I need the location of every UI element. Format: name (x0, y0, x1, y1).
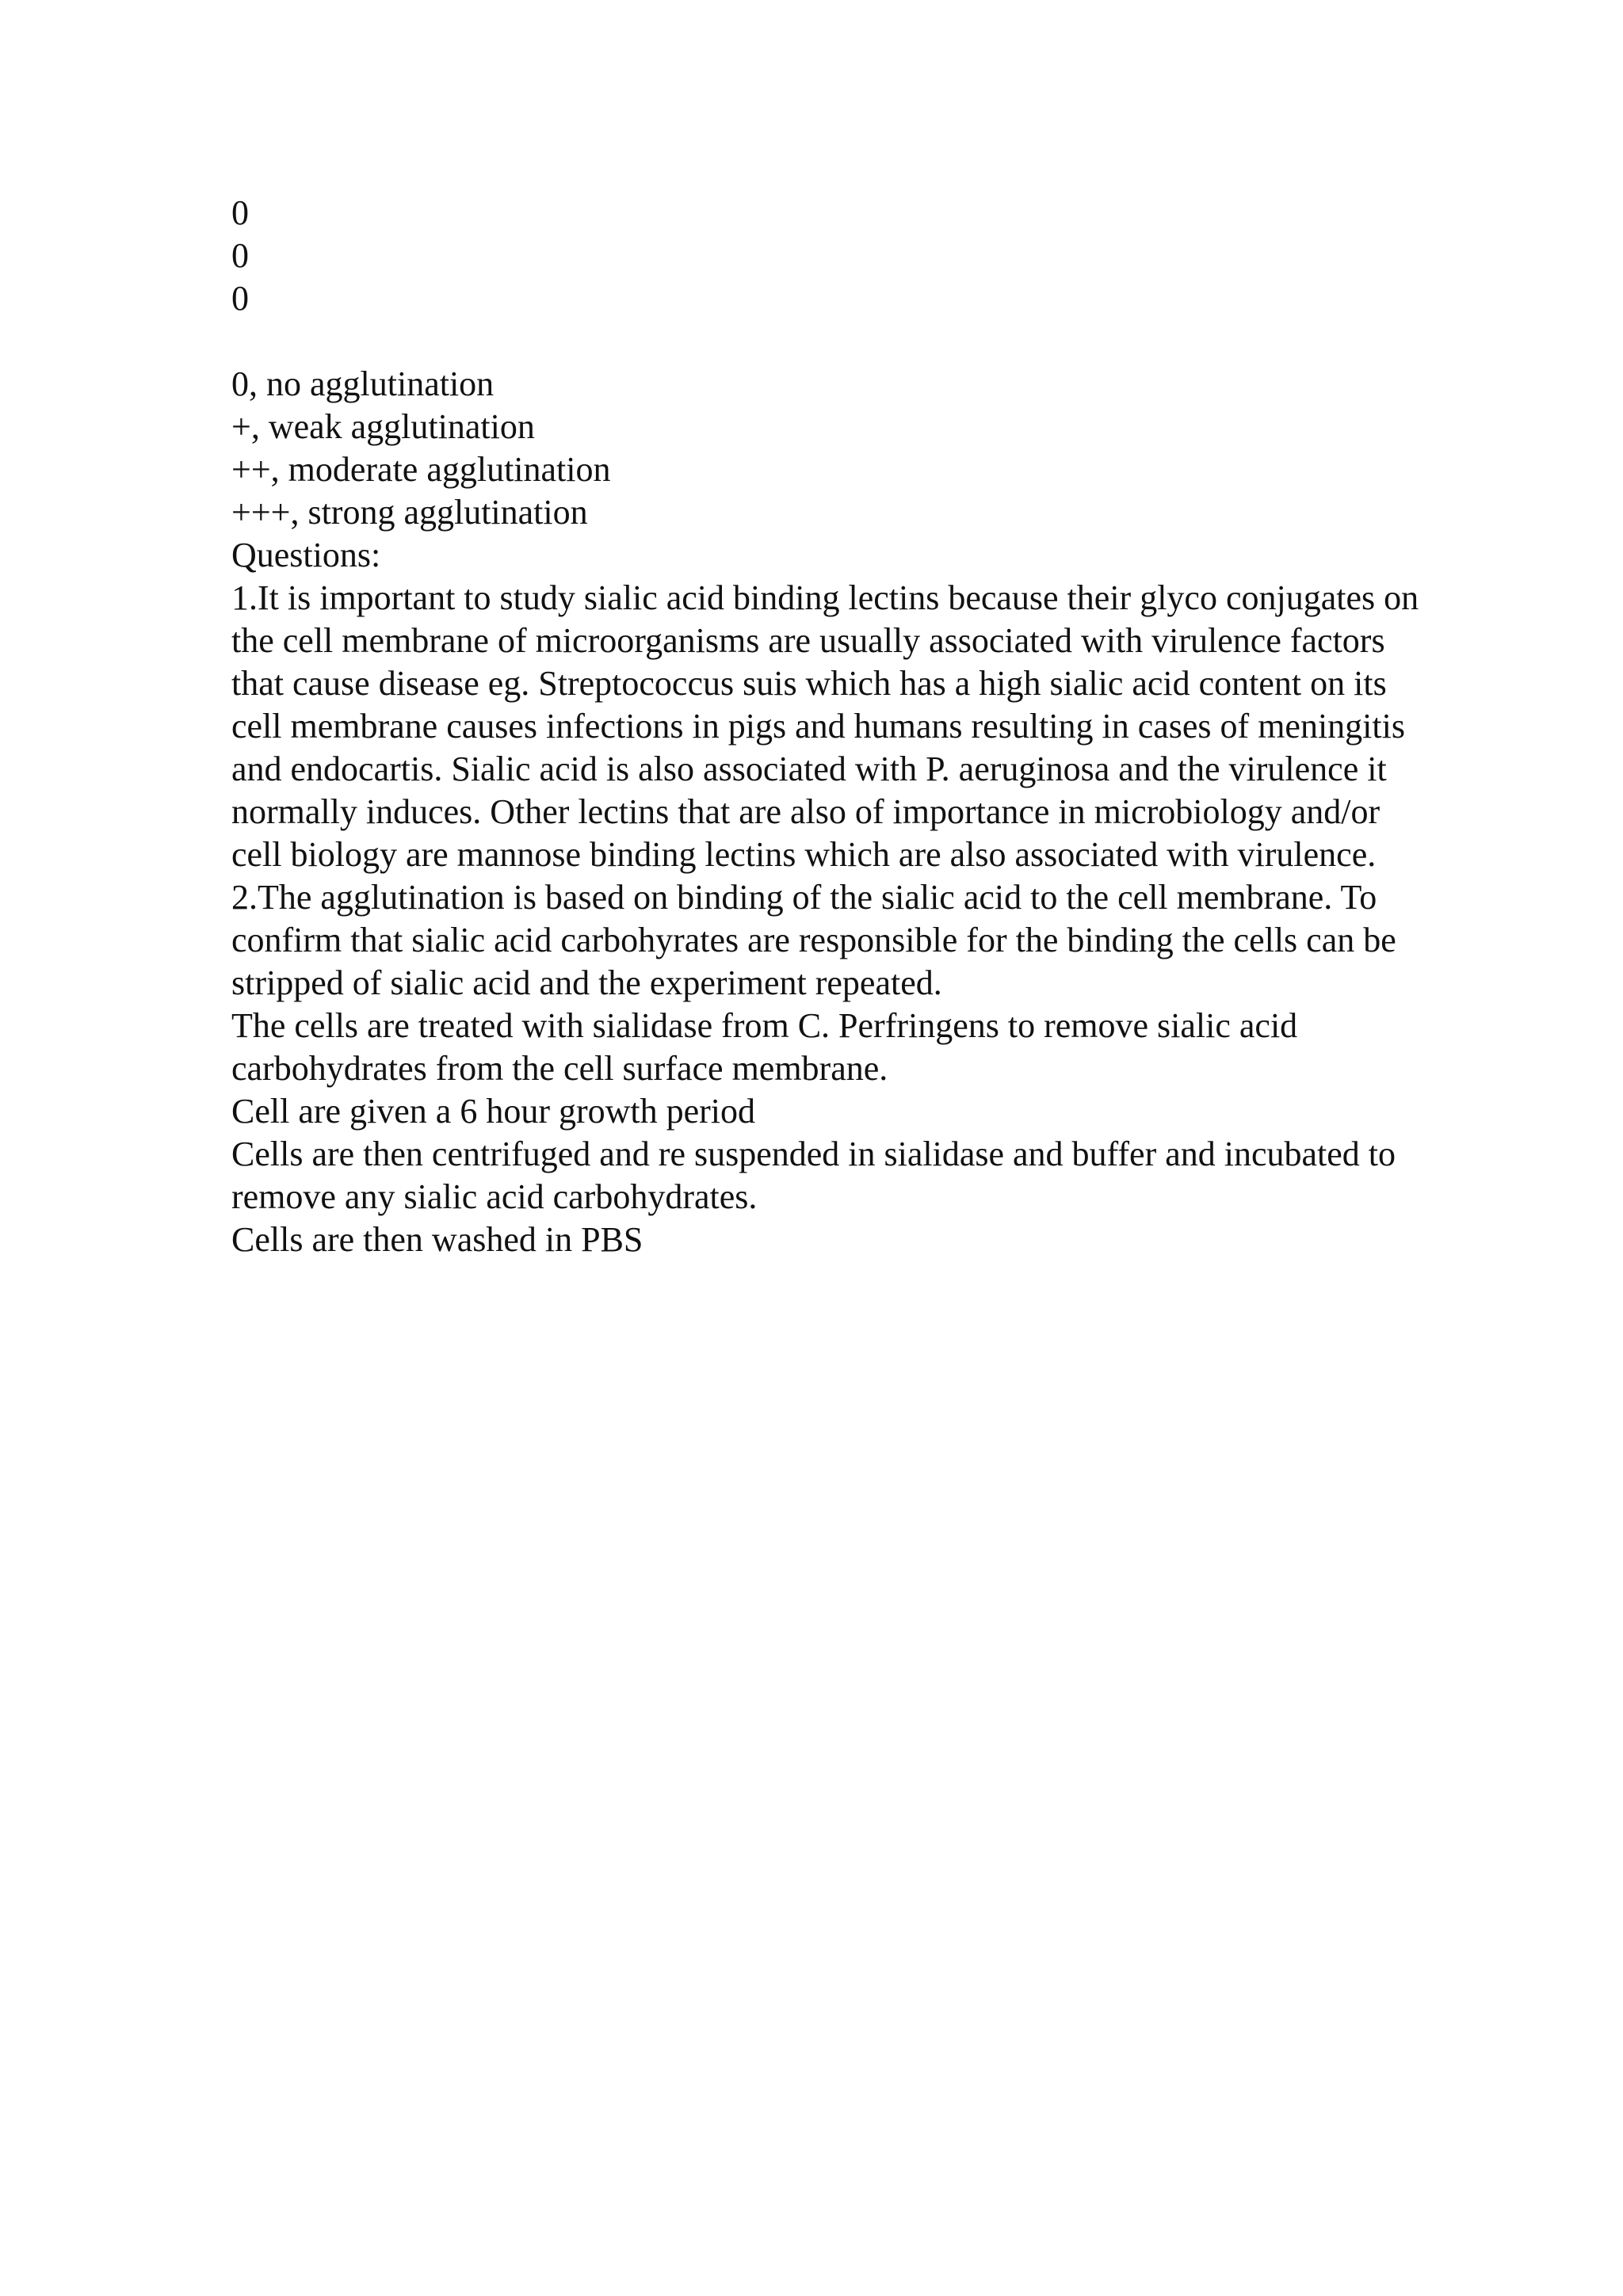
answer-1-line: the cell membrane of microorganisms are usually associated with virulence factors (231, 621, 1385, 660)
answer-1-line: cell biology are mannose binding lectins which are also associated with virulence. (231, 835, 1377, 874)
answer-2-line: remove any sialic acid carbohydrates. (231, 1177, 758, 1216)
legend-item: +, weak agglutination (231, 407, 535, 446)
value-line: 0 (231, 236, 249, 275)
document-body (231, 192, 1515, 1261)
answer-1-line: that cause disease eg. Streptococcus suis which has a high sialic acid content on its (231, 664, 1387, 703)
answer-2-line: Cell are given a 6 hour growth period (231, 1092, 756, 1131)
legend-item: 0, no agglutination (231, 364, 495, 403)
answer-2-line: carbohydrates from the cell surface membrane. (231, 1049, 888, 1088)
value-line: 0 (231, 193, 249, 232)
legend-item: +++, strong agglutination (231, 493, 588, 532)
answer-1-line: cell membrane causes infections in pigs and humans resulting in cases of meningitis (231, 707, 1405, 746)
answer-2-line: stripped of sialic acid and the experiment repeated. (231, 963, 942, 1002)
value-line: 0 (231, 279, 249, 318)
legend-item: ++, moderate agglutination (231, 450, 611, 489)
questions-heading: Questions: (231, 536, 381, 574)
answer-1-line: and endocartis. Sialic acid is also associated with P. aeruginosa and the virulence it (231, 749, 1387, 788)
answer-1-line: normally induces. Other lectins that are also of importance in microbiology and/or (231, 792, 1381, 831)
answer-2-line: Cells are then centrifuged and re suspended in sialidase and buffer and incubated to (231, 1135, 1396, 1173)
blank-line (231, 320, 1515, 363)
answer-2-line: The cells are treated with sialidase from C. Perfringens to remove sialic acid (231, 1006, 1298, 1045)
answer-2-line: 2.The agglutination is based on binding of the sialic acid to the cell membrane. To (231, 878, 1377, 917)
answer-1-line: 1.It is important to study sialic acid binding lectins because their glyco conjugates on (231, 578, 1419, 617)
answer-2-line: Cells are then washed in PBS (231, 1220, 643, 1259)
answer-2-line: confirm that sialic acid carbohyrates are responsible for the binding the cells can be (231, 921, 1396, 959)
